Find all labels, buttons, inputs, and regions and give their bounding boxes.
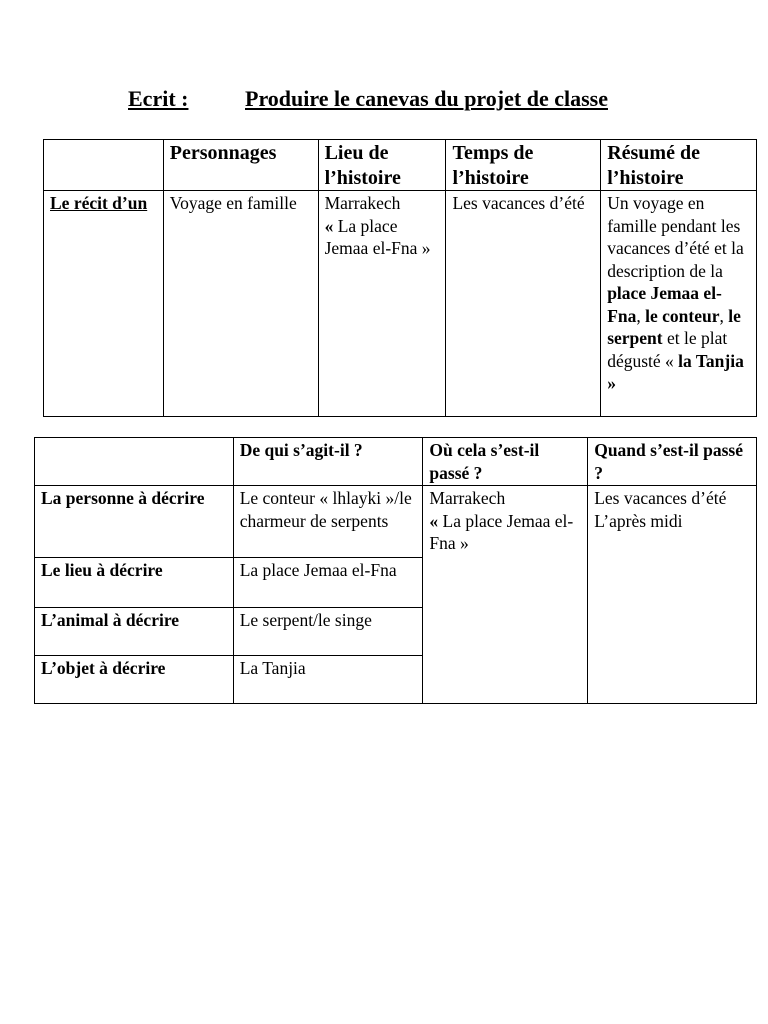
- lieu-quote: «: [324, 215, 334, 236]
- lieu-place: La place Jemaa el-Fna »: [324, 215, 431, 258]
- ou-quote: «: [429, 510, 439, 531]
- header-cell: Résumé de l’histoire: [601, 140, 757, 191]
- header-cell: Personnages: [163, 140, 318, 191]
- row-value: Le conteur « lhlayki »/le charmeur de serpents: [233, 486, 423, 558]
- header-cell: [44, 140, 164, 191]
- personnages-cell: Voyage en famille: [163, 191, 318, 417]
- resume-bold: le conteur: [645, 305, 720, 326]
- row-value: La place Jemaa el-Fna: [233, 558, 423, 608]
- description-table-header: [35, 438, 757, 486]
- resume-bold: place Jemaa el-Fna: [607, 283, 722, 326]
- ou-place: La place Jemaa el-Fna »: [429, 510, 574, 553]
- row-value: Le serpent/le singe: [233, 608, 423, 656]
- resume-text: Un voyage en famille pendant les vacances d’été et la description de la: [607, 193, 744, 281]
- row-label: Le récit d’un: [44, 191, 164, 417]
- title-text: Produire le canevas du projet de classe: [245, 86, 608, 111]
- ou-line: Marrakech: [429, 488, 506, 508]
- header-cell: [35, 438, 234, 486]
- resume-bold: le serpent: [607, 305, 741, 348]
- story-table: [43, 139, 757, 417]
- story-table-row: [44, 191, 757, 417]
- lieu-line: Marrakech: [324, 193, 401, 213]
- header-cell: Où cela s’est-il passé ?: [423, 438, 588, 486]
- row-label: Le lieu à décrire: [35, 558, 234, 608]
- resume-text: ,: [719, 305, 729, 326]
- quand-line: L’après midi: [594, 510, 683, 531]
- resume-text: et le plat dégusté «: [607, 328, 728, 371]
- resume-cell: [601, 191, 757, 417]
- resume-text: ,: [636, 305, 646, 326]
- quand-cell: [588, 486, 757, 704]
- temps-cell: Les vacances d’été: [446, 191, 601, 417]
- quand-line: Les vacances d’été: [594, 488, 727, 508]
- lieu-cell: [318, 191, 446, 417]
- title-label: Ecrit :: [128, 86, 189, 111]
- description-table: [34, 437, 757, 704]
- row-value: La Tanjia: [233, 656, 423, 704]
- story-table-header: [44, 140, 757, 191]
- header-cell: De qui s’agit-il ?: [233, 438, 423, 486]
- header-cell: Lieu de l’histoire: [318, 140, 446, 191]
- row-label: L’animal à décrire: [35, 608, 234, 656]
- ou-cell: [423, 486, 588, 704]
- row-label: L’objet à décrire: [35, 656, 234, 704]
- header-cell: Quand s’est-il passé ?: [588, 438, 757, 486]
- resume-bold: la Tanjia »: [607, 350, 744, 393]
- header-cell: Temps de l’histoire: [446, 140, 601, 191]
- row-label: La personne à décrire: [35, 486, 234, 558]
- table-row: [35, 486, 757, 558]
